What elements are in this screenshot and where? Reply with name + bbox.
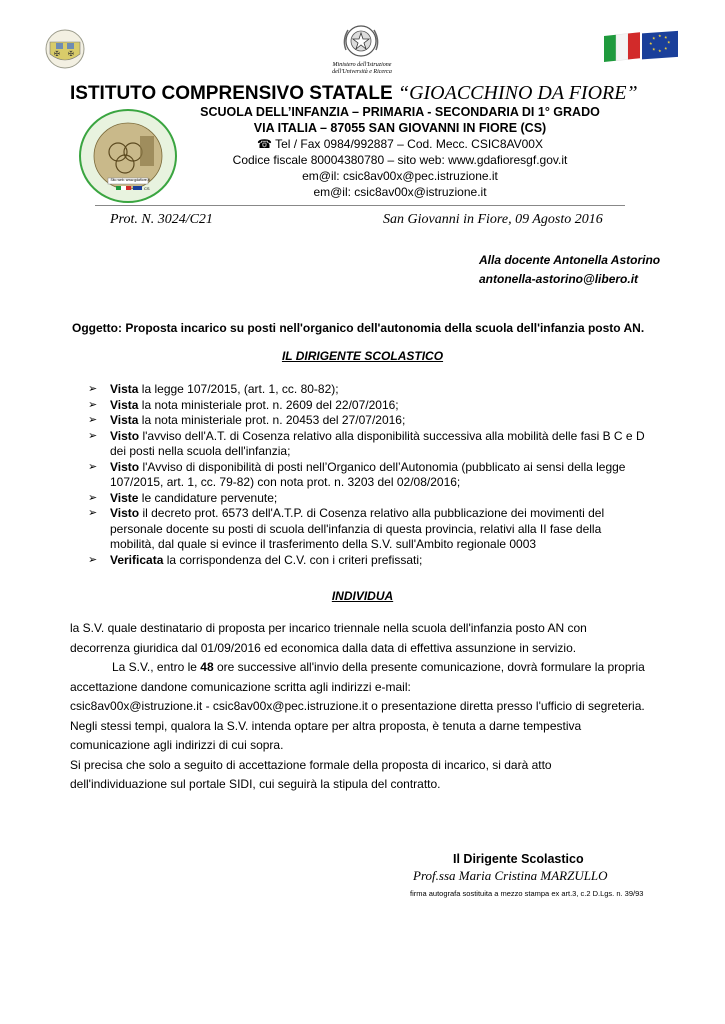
arrow-bullet-icon: ➢ xyxy=(88,414,98,426)
list-item xyxy=(88,429,648,460)
body-paragraph-5: Si precisa che solo a seguito di accettazione formale della proposta di incarico, si darà atto dell'individuazione sul portale SIDI, cui seguirà la stipula del contratto. xyxy=(70,757,552,791)
recipient-name: Alla docente Antonella Astorino xyxy=(479,253,661,267)
list-item xyxy=(88,553,648,569)
subject-line: Oggetto: Proposta incarico su posti nell'organico dell'autonomia della scuola dell'infanzia posto AN. xyxy=(72,321,645,335)
list-keyword: Vista xyxy=(110,413,139,427)
ministry-line-1: Ministero dell'Istruzione xyxy=(332,62,392,68)
school-info xyxy=(180,104,620,200)
signature-note: firma autografa sostituita a mezzo stampa ex art.3, c.2 D.Lgs. n. 39/93 xyxy=(410,889,644,898)
svg-text:★: ★ xyxy=(649,40,653,46)
school-types: SCUOLA DELL’INFANZIA – PRIMARIA - SECONDARIA DI 1° GRADO xyxy=(200,105,600,119)
email-line: em@il: csic8av00x@istruzione.it xyxy=(313,185,487,199)
svg-text:★: ★ xyxy=(667,39,671,45)
list-item xyxy=(88,460,648,491)
arrow-bullet-icon: ➢ xyxy=(88,507,98,519)
considerations-list xyxy=(88,382,648,568)
arrow-bullet-icon: ➢ xyxy=(88,460,98,473)
list-text: l'avviso dell'A.T. di Cosenza relativo alla disponibilità successiva alla mobilità delle fasi B C e D dei posti nella scuola dell'infanzia; xyxy=(110,428,645,458)
school-address: VIA ITALIA – 87055 SAN GIOVANNI IN FIORE (CS) xyxy=(253,121,547,135)
list-keyword: Visto xyxy=(110,459,140,474)
list-item xyxy=(88,491,648,507)
arrow-bullet-icon: ➢ xyxy=(88,553,98,566)
list-item xyxy=(88,506,648,553)
body-paragraph-2: La S.V., entro le 48 ore successive all'invio della presente comunicazione, dovrà formulare la propria accettazione dandone comunicazione scritta agli indirizzi e-mail: xyxy=(70,660,645,694)
letter-body xyxy=(70,619,645,795)
pec-line: em@il: csic8av00x@pec.istruzione.it xyxy=(302,169,498,183)
header-divider xyxy=(95,205,625,206)
svg-text:✠: ✠ xyxy=(68,51,74,58)
list-keyword: Viste xyxy=(110,490,139,505)
heading-individua: INDIVIDUA xyxy=(331,589,394,603)
ministry-caption xyxy=(312,62,412,76)
arrow-bullet-icon: ➢ xyxy=(88,491,98,504)
fiscal-line: Codice fiscale 80004380780 – sito web: www.gdafioresgf.gov.it xyxy=(232,153,568,167)
telephone-icon: ☎ xyxy=(256,137,272,151)
seal-cs: CS xyxy=(144,186,150,191)
regione-calabria-logo xyxy=(44,28,86,70)
arrow-bullet-icon: ➢ xyxy=(88,398,98,411)
place-date: San Giovanni in Fiore, 09 Agosto 2016 xyxy=(383,212,603,227)
phone-line xyxy=(180,136,620,152)
svg-text:★: ★ xyxy=(664,45,668,51)
list-text: la nota ministeriale prot. n. 2609 del 22/07/2016; xyxy=(138,397,399,412)
school-title-bold: ISTITUTO COMPRENSIVO STATALE xyxy=(70,83,393,104)
school-title xyxy=(70,82,638,105)
recipient-block xyxy=(479,251,660,289)
school-seal-logo xyxy=(78,108,178,204)
list-text: l'Avviso di disponibilità di posti nell’Organico dell’Autonomia (pubblicato ai sensi della legge 107/2015, art. 1, cc. 79-82) con nota prot. n. 3203 del 02/08/2016; xyxy=(110,459,626,489)
svg-text:★: ★ xyxy=(664,34,668,40)
body-paragraph-4: Negli stessi tempi, qualora la S.V. intenda optare per altra proposta, è tenuta a darne tempestiva comunicazione agli indirizzi di cui sopra. xyxy=(70,718,582,752)
list-text: il decreto prot. 6573 dell'A.T.P. di Cosenza relativo alla pubblicazione dei movimenti del personale docente su posti di scuola dell'infanzia di questa provincia, relativi alla II fase della mobilità, dal quale si evince il trasferimento della S.V. sull'Ambito regionale 0003 xyxy=(110,506,605,551)
list-text: la legge 107/2015, (art. 1, cc. 80-82); xyxy=(138,382,339,396)
arrow-bullet-icon: ➢ xyxy=(88,383,98,395)
list-keyword: Visto xyxy=(110,506,140,520)
list-item xyxy=(88,413,648,429)
list-keyword: Vista xyxy=(110,382,139,396)
italian-republic-emblem xyxy=(338,20,384,62)
list-keyword: Vista xyxy=(110,397,139,412)
list-item xyxy=(88,398,648,414)
svg-text:★: ★ xyxy=(658,47,662,54)
list-text: la nota ministeriale prot. n. 20453 del 27/07/2016; xyxy=(138,413,406,427)
heading-dirigente: IL DIRIGENTE SCOLASTICO xyxy=(281,349,444,363)
body-paragraph-1: la S.V. quale destinatario di proposta per incarico triennale nella scuola dell'infanzia posto AN con decorrenza giuridica dal 01/09/2016 ed economica dalla data di effettiva assunzione in servizio. xyxy=(70,621,587,655)
arrow-bullet-icon: ➢ xyxy=(88,429,98,442)
seal-site: Sito web: www.gdafiore.it xyxy=(110,178,150,182)
list-text: la corrispondenza del C.V. con i criteri prefissati; xyxy=(163,552,423,567)
ministry-line-2: dell'Università e Ricerca xyxy=(332,69,392,75)
italy-eu-flags xyxy=(604,30,680,64)
signature-name: Prof.ssa Maria Cristina MARZULLO xyxy=(413,868,608,883)
list-keyword: Visto xyxy=(110,428,140,443)
signature-role: Il Dirigente Scolastico xyxy=(453,852,584,866)
phone-text: Tel / Fax 0984/992887 – Cod. Mecc. CSIC8AV00X xyxy=(275,137,543,151)
svg-text:★: ★ xyxy=(658,32,662,39)
body-paragraph-3: csic8av00x@istruzione.it - csic8av00x@pec.istruzione.it o presentazione diretta presso l'ufficio di segreteria. xyxy=(70,699,645,713)
list-item xyxy=(88,382,648,398)
list-keyword: Verificata xyxy=(110,552,164,567)
svg-text:✠: ✠ xyxy=(54,51,60,58)
svg-text:★: ★ xyxy=(652,46,656,52)
recipient-email: antonella-astorino@libero.it xyxy=(479,272,639,286)
protocol-number: Prot. N. 3024/C21 xyxy=(110,212,213,227)
svg-text:★: ★ xyxy=(652,35,656,41)
list-text: le candidature pervenute; xyxy=(138,490,278,505)
school-title-name: “GIOACCHINO DA FIORE” xyxy=(397,82,638,104)
